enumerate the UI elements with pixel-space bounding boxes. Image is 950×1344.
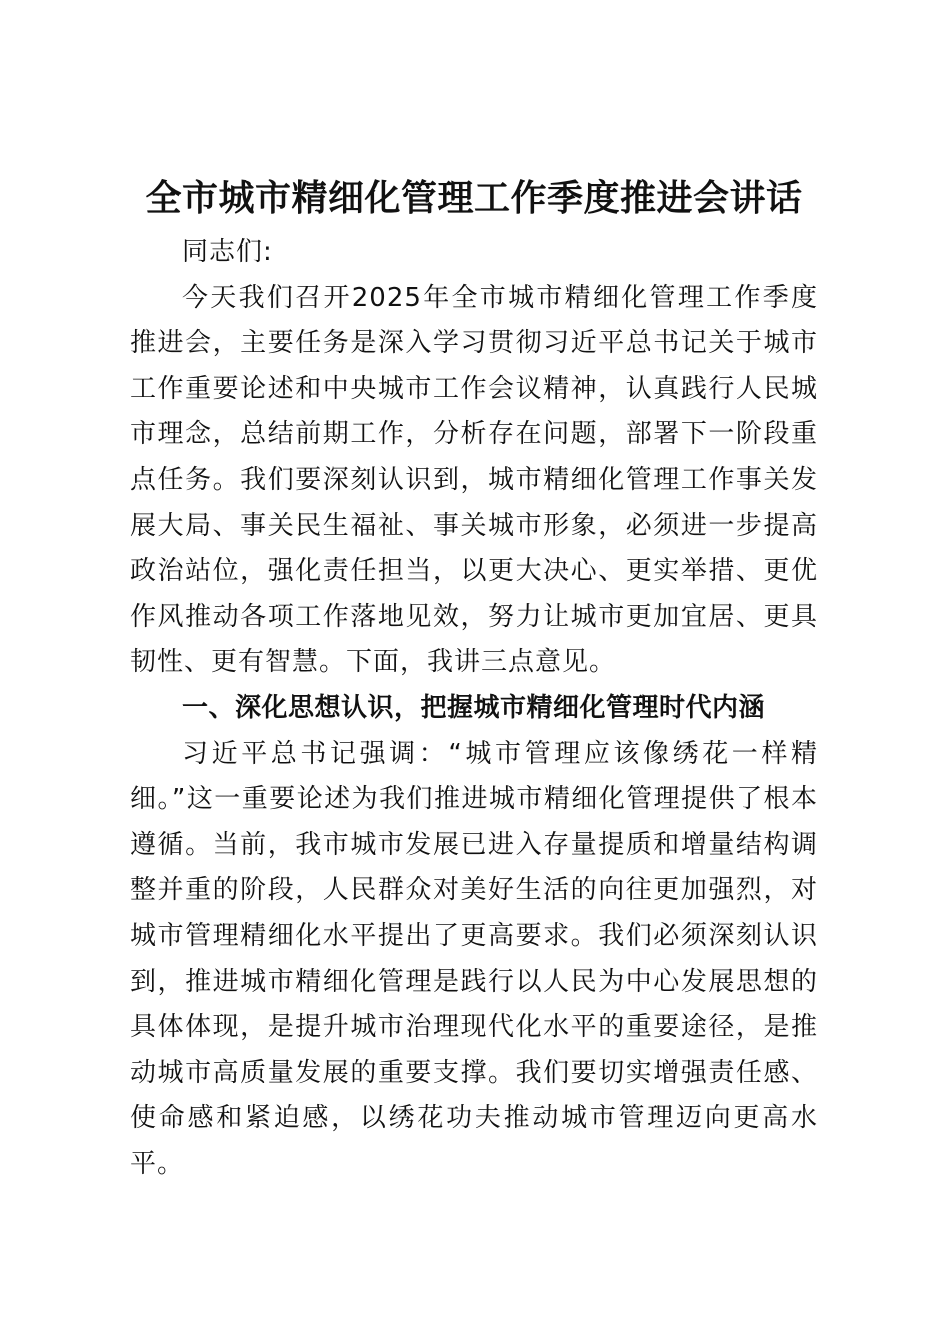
document-title: 全市城市精细化管理工作季度推进会讲话: [145, 177, 803, 219]
section-paragraph-1: 习近平总书记强调：“城市管理应该像绣花一样精细。”这一重要论述为我们推进城市精细化管理提供了根本遵循。当前，我市城市发展已进入存量提质和增量结构调整并重的阶段，人民群众对美好生活的向往更加强烈，对城市管理精细化水平提出了更高要求。我们必须深刻认识到，推进城市精细化管理是践行以人民为中心发展思想的具体体现，是提升城市治理现代化水平的重要途径，是推动城市高质量发展的重要支撑。我们要切实增强责任感、使命感和紧迫感，以绣花功夫推动城市管理迈向更高水平。: [130, 738, 818, 1179]
intro-paragraph: 今天我们召开2025年全市城市精细化管理工作季度推进会，主要任务是深入学习贯彻习近平总书记关于城市工作重要论述和中央城市工作会议精神，认真践行人民城市理念，总结前期工作，分析存在问题，部署下一阶段重点任务。我们要深刻认识到，城市精细化管理工作事关发展大局、事关民生福祉、事关城市形象，必须进一步提高政治站位，强化责任担当，以更大决心、更实举措、更优作风推动各项工作落地见效，努力让城市更加宜居、更具韧性、更有智慧。下面，我讲三点意见。: [130, 282, 818, 678]
document-page: [130, 170, 818, 1187]
section-heading-1: 一、深化思想认识，把握城市精细化管理时代内涵: [182, 692, 766, 723]
title-block: [130, 170, 818, 226]
salutation: 同志们:: [182, 237, 273, 267]
